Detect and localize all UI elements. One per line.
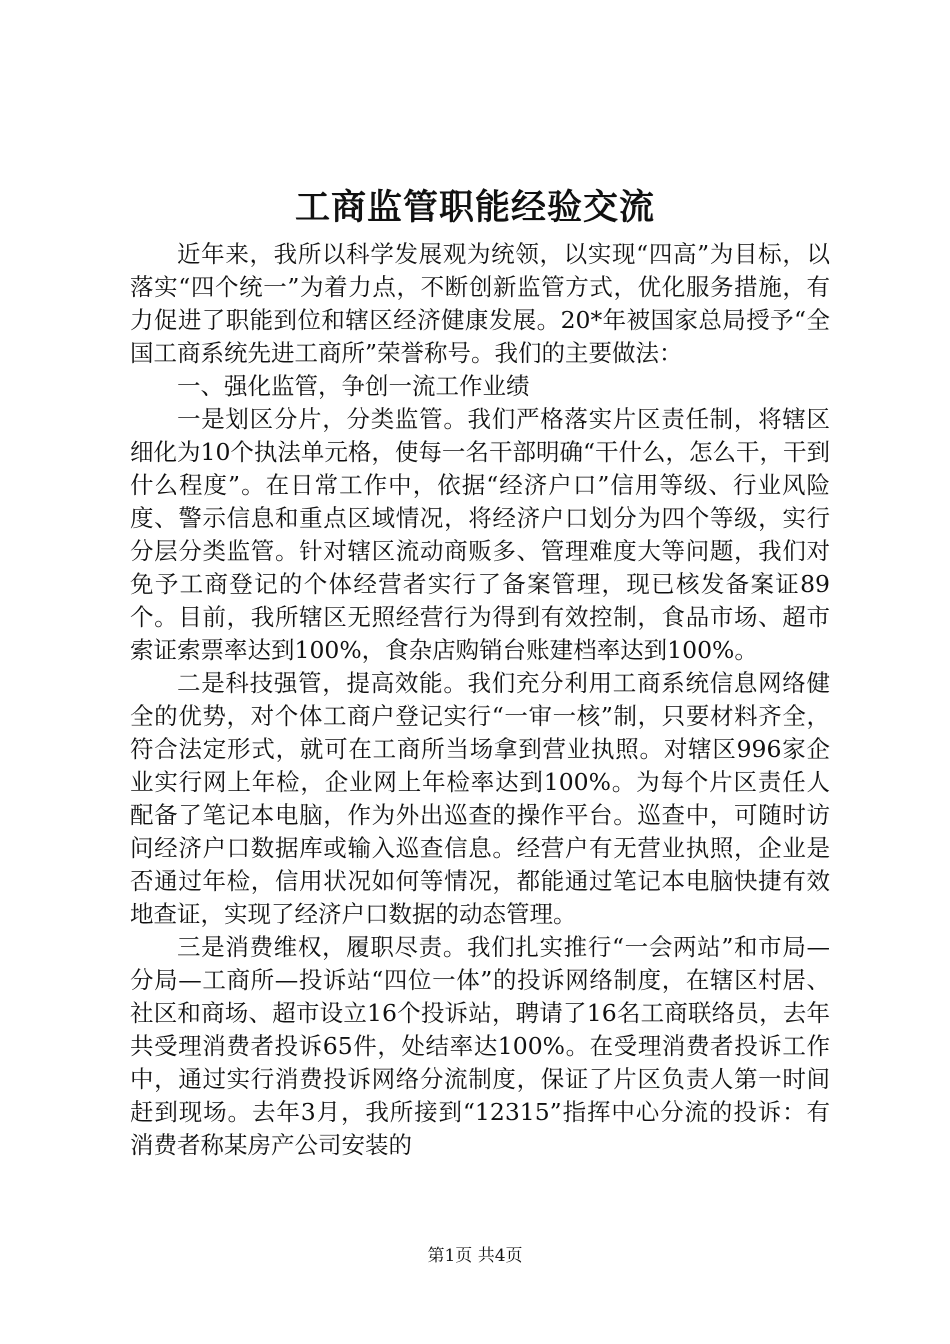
body-paragraph: 二是科技强管，提高效能。我们充分利用工商系统信息网络健全的优势，对个体工商户登记实行“一审一核”制，只要材料齐全，符合法定形式，就可在工商所当场拿到营业执照。对辖区996家企业实行网上年检，企业网上年检率达到100%。为每个片区责任人配备了笔记本电脑，作为外出巡查的操作平台。巡查中，可随时访问经济户口数据库或输入巡查信息。经营户有无营业执照，企业是否通过年检，信用状况如何等情况，都能通过笔记本电脑快捷有效地查证，实现了经济户口数据的动态管理。 xyxy=(130,669,830,928)
document-title: 工商监管职能经验交流 xyxy=(294,187,655,228)
document-body xyxy=(130,238,830,1162)
intro-paragraph: 近年来，我所以科学发展观为统领，以实现“四高”为目标，以落实“四个统一”为着力点，不断创新监管方式，优化服务措施，有力促进了职能到位和辖区经济健康发展。20*年被国家总局授予“全国工商系统先进工商所”荣誉称号。我们的主要做法： xyxy=(130,240,830,367)
section-heading: 一、强化监管，争创一流工作业绩 xyxy=(177,372,530,400)
page-number-footer: 第1页 共4页 xyxy=(427,1246,523,1266)
body-paragraph: 三是消费维权，履职尽责。我们扎实推行“一会两站”和市局—分局—工商所—投诉站“四位一体”的投诉网络制度，在辖区村居、社区和商场、超市设立16个投诉站，聘请了16名工商联络员，去年共受理消费者投诉65件，处结率达100%。在受理消费者投诉工作中，通过实行消费投诉网络分流制度，保证了片区负责人第一时间赶到现场。去年3月，我所接到“12315”指挥中心分流的投诉：有消费者称某房产公司安装的 xyxy=(130,933,830,1159)
body-paragraph: 一是划区分片，分类监管。我们严格落实片区责任制，将辖区细化为10个执法单元格，使每一名干部明确“干什么，怎么干，干到什么程度”。在日常工作中，依据“经济户口”信用等级、行业风险度、警示信息和重点区域情况，将经济户口划分为四个等级，实行分层分类监管。针对辖区流动商贩多、管理难度大等问题，我们对免予工商登记的个体经营者实行了备案管理，现已核发备案证89个。目前，我所辖区无照经营行为得到有效控制，食品市场、超市索证索票率达到100%，食杂店购销台账建档率达到100%。 xyxy=(130,405,830,664)
